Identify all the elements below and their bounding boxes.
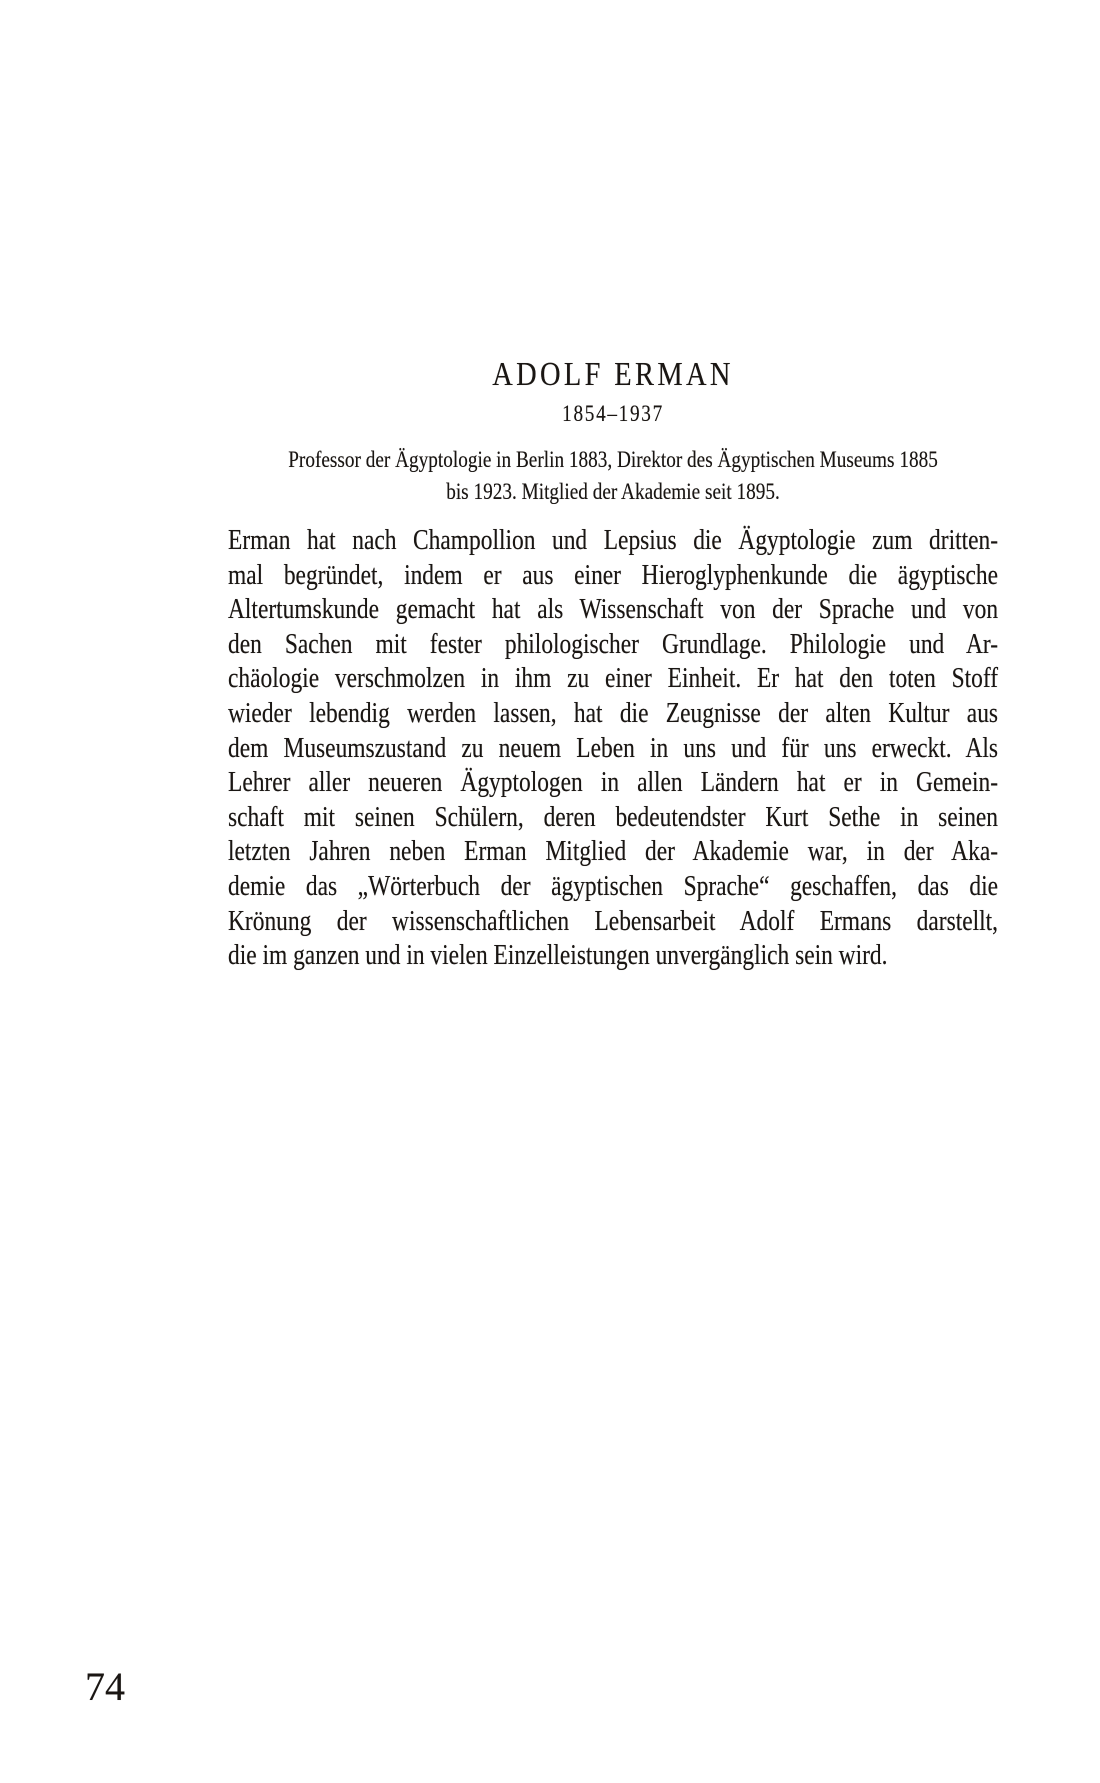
body-line: Erman hat nach Champollion und Lepsius die Ägyptologie zum dritten- bbox=[228, 525, 999, 556]
body-paragraph bbox=[228, 524, 998, 974]
subtitle-line-1: Professor der Ägyptologie in Berlin 1883, Direktor des Ägyptischen Museums 1885 bbox=[288, 447, 938, 472]
body-line: den Sachen mit fester philologischer Grundlage. Philologie und Ar- bbox=[228, 628, 999, 660]
subtitle-line-2: bis 1923. Mitglied der Akademie seit 1895. bbox=[446, 479, 780, 504]
body-line: Krönung der wissenschaftlichen Lebensarbeit Adolf Ermans darstellt, bbox=[228, 905, 999, 937]
biography-subtitle bbox=[228, 444, 998, 508]
page-title: ADOLF ERMAN bbox=[492, 356, 734, 393]
body-line: schaft mit seinen Schülern, deren bedeutendster Kurt Sethe in seinen bbox=[228, 801, 999, 833]
text-column bbox=[228, 0, 998, 1783]
body-line: Altertumskunde gemacht hat als Wissenschaft von der Sprache und von bbox=[228, 594, 999, 626]
body-line: dem Museumszustand zu neuem Leben in uns und für uns erweckt. Als bbox=[228, 732, 999, 764]
body-line: demie das „Wörterbuch der ägyptischen Sprache“ geschaffen, das die bbox=[228, 870, 999, 902]
body-line: chäologie verschmolzen in ihm zu einer Einheit. Er hat den toten Stoff bbox=[228, 663, 999, 695]
body-line: Lehrer aller neueren Ägyptologen in allen Ländern hat er in Gemein- bbox=[228, 767, 999, 799]
body-line: die im ganzen und in vielen Einzelleistungen unvergänglich sein wird. bbox=[228, 940, 888, 972]
page-number: 74 bbox=[85, 1664, 125, 1709]
body-line: mal begründet, indem er aus einer Hieroglyphenkunde die ägyptische bbox=[228, 559, 999, 591]
body-line: wieder lebendig werden lassen, hat die Zeugnisse der alten Kultur aus bbox=[228, 697, 999, 729]
life-dates: 1854–1937 bbox=[562, 401, 664, 426]
body-line: letzten Jahren neben Erman Mitglied der Akademie war, in der Aka- bbox=[228, 836, 999, 868]
